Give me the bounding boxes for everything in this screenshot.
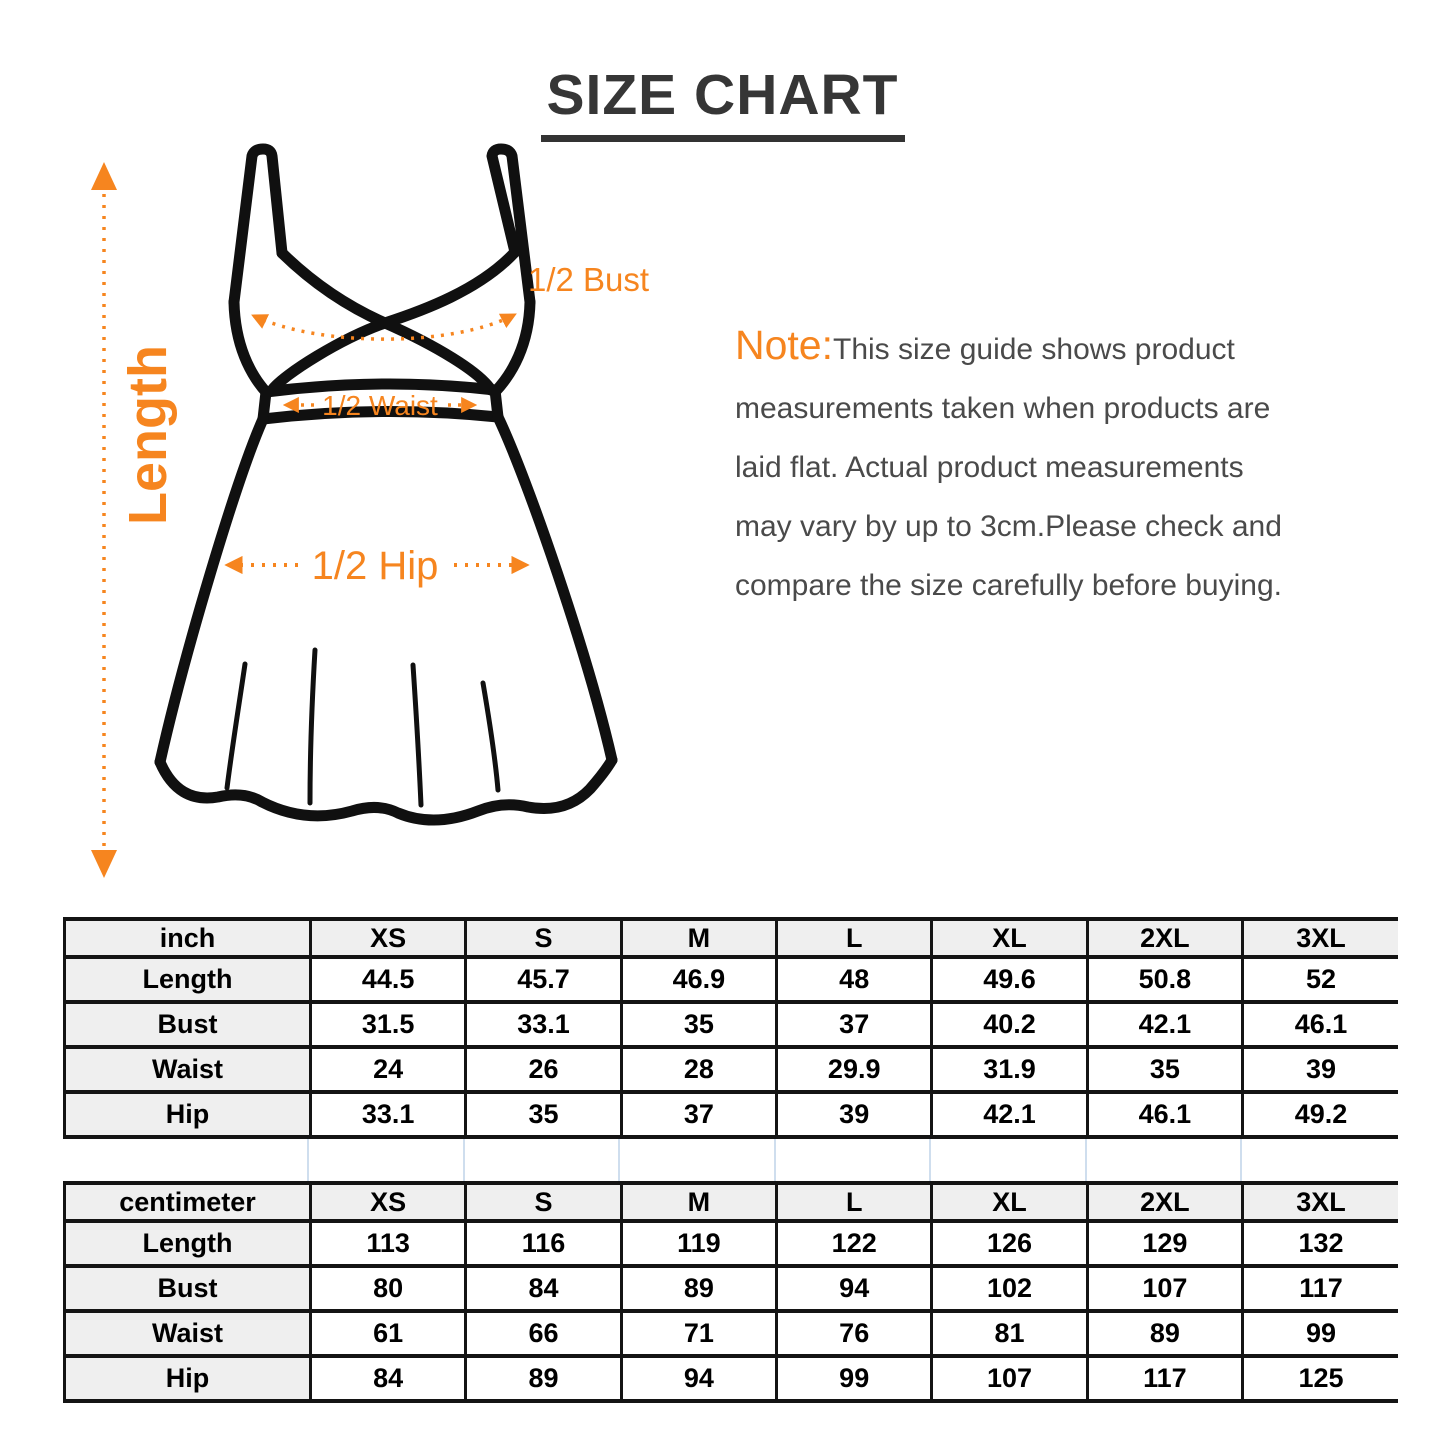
value-cell: 66 xyxy=(466,1311,621,1356)
row-label-cell: Hip xyxy=(65,1092,311,1137)
length-label: Length xyxy=(118,345,178,525)
waist-label: 1/2 Waist xyxy=(322,390,438,421)
value-cell: 48 xyxy=(777,957,932,1002)
value-cell: 89 xyxy=(1087,1311,1242,1356)
value-cell: 71 xyxy=(621,1311,776,1356)
value-cell: 129 xyxy=(1087,1221,1242,1266)
table-header-cell: XL xyxy=(932,919,1087,957)
table-header-cell: 3XL xyxy=(1243,1183,1398,1221)
table-row xyxy=(65,1221,1399,1266)
value-cell: 24 xyxy=(311,1047,466,1092)
value-cell: 117 xyxy=(1087,1356,1242,1401)
value-cell: 35 xyxy=(466,1092,621,1137)
note-text: This size guide shows product xyxy=(833,333,1235,366)
value-cell: 44.5 xyxy=(311,957,466,1002)
table-header-row xyxy=(65,1183,1399,1221)
value-cell: 99 xyxy=(1243,1311,1398,1356)
value-cell: 84 xyxy=(466,1266,621,1311)
row-label-cell: Length xyxy=(65,1221,311,1266)
row-label-cell: Waist xyxy=(65,1311,311,1356)
value-cell: 49.2 xyxy=(1243,1092,1398,1137)
size-tables xyxy=(63,917,1398,1403)
dress-measurement-diagram xyxy=(60,140,720,920)
table-header-cell: centimeter xyxy=(65,1183,311,1221)
value-cell: 37 xyxy=(777,1002,932,1047)
table-header-cell: 2XL xyxy=(1087,1183,1242,1221)
table-header-cell: S xyxy=(466,919,621,957)
value-cell: 94 xyxy=(621,1356,776,1401)
value-cell: 117 xyxy=(1243,1266,1398,1311)
note-line xyxy=(735,316,1440,379)
table-header-cell: 3XL xyxy=(1243,919,1398,957)
note-label: Note: xyxy=(735,322,833,368)
table-gap-row xyxy=(63,1139,1398,1181)
note-line: compare the size carefully before buying. xyxy=(735,569,1282,602)
table-header-cell: M xyxy=(621,1183,776,1221)
value-cell: 61 xyxy=(311,1311,466,1356)
table-row xyxy=(65,1311,1399,1356)
hip-label: 1/2 Hip xyxy=(311,544,439,588)
value-cell: 132 xyxy=(1243,1221,1398,1266)
table-header-cell: XS xyxy=(311,919,466,957)
row-label-cell: Hip xyxy=(65,1356,311,1401)
table-header-cell: XS xyxy=(311,1183,466,1221)
value-cell: 122 xyxy=(777,1221,932,1266)
table-row xyxy=(65,1356,1399,1401)
size-table-centimeter xyxy=(63,1181,1398,1403)
value-cell: 42.1 xyxy=(932,1092,1087,1137)
value-cell: 80 xyxy=(311,1266,466,1311)
row-label-cell: Bust xyxy=(65,1266,311,1311)
value-cell: 45.7 xyxy=(466,957,621,1002)
value-cell: 50.8 xyxy=(1087,957,1242,1002)
table-row xyxy=(65,1266,1399,1311)
value-cell: 99 xyxy=(777,1356,932,1401)
value-cell: 31.9 xyxy=(932,1047,1087,1092)
value-cell: 35 xyxy=(1087,1047,1242,1092)
value-cell: 81 xyxy=(932,1311,1087,1356)
row-label-cell: Waist xyxy=(65,1047,311,1092)
value-cell: 28 xyxy=(621,1047,776,1092)
value-cell: 126 xyxy=(932,1221,1087,1266)
size-table-inch xyxy=(63,917,1398,1139)
page-title-wrap xyxy=(0,62,1445,142)
value-cell: 76 xyxy=(777,1311,932,1356)
note-line: laid flat. Actual product measurements xyxy=(735,451,1244,484)
value-cell: 26 xyxy=(466,1047,621,1092)
table-header-cell: inch xyxy=(65,919,311,957)
row-label-cell: Length xyxy=(65,957,311,1002)
value-cell: 37 xyxy=(621,1092,776,1137)
note-line: measurements taken when products are xyxy=(735,392,1271,425)
table-header-cell: XL xyxy=(932,1183,1087,1221)
value-cell: 46.9 xyxy=(621,957,776,1002)
table-header-cell: M xyxy=(621,919,776,957)
value-cell: 29.9 xyxy=(777,1047,932,1092)
value-cell: 40.2 xyxy=(932,1002,1087,1047)
value-cell: 107 xyxy=(932,1356,1087,1401)
table-header-cell: 2XL xyxy=(1087,919,1242,957)
dress-outline xyxy=(160,149,612,820)
table-row xyxy=(65,1002,1399,1047)
value-cell: 39 xyxy=(1243,1047,1398,1092)
table-row xyxy=(65,957,1399,1002)
table-header-cell: S xyxy=(466,1183,621,1221)
table-row xyxy=(65,1092,1399,1137)
value-cell: 46.1 xyxy=(1087,1092,1242,1137)
value-cell: 33.1 xyxy=(466,1002,621,1047)
value-cell: 31.5 xyxy=(311,1002,466,1047)
table-header-cell: L xyxy=(777,919,932,957)
value-cell: 49.6 xyxy=(932,957,1087,1002)
value-cell: 116 xyxy=(466,1221,621,1266)
value-cell: 119 xyxy=(621,1221,776,1266)
value-cell: 113 xyxy=(311,1221,466,1266)
value-cell: 89 xyxy=(466,1356,621,1401)
value-cell: 46.1 xyxy=(1243,1002,1398,1047)
table-header-cell: L xyxy=(777,1183,932,1221)
table-header-row xyxy=(65,919,1399,957)
value-cell: 89 xyxy=(621,1266,776,1311)
value-cell: 94 xyxy=(777,1266,932,1311)
bust-label: 1/2 Bust xyxy=(528,261,650,298)
value-cell: 42.1 xyxy=(1087,1002,1242,1047)
page-title: SIZE CHART xyxy=(541,62,905,142)
skirt-pleats xyxy=(227,650,498,805)
length-arrow xyxy=(91,162,117,878)
value-cell: 52 xyxy=(1243,957,1398,1002)
table-row xyxy=(65,1047,1399,1092)
value-cell: 102 xyxy=(932,1266,1087,1311)
value-cell: 84 xyxy=(311,1356,466,1401)
note-line: may vary by up to 3cm.Please check and xyxy=(735,510,1282,543)
value-cell: 39 xyxy=(777,1092,932,1137)
value-cell: 107 xyxy=(1087,1266,1242,1311)
value-cell: 35 xyxy=(621,1002,776,1047)
row-label-cell: Bust xyxy=(65,1002,311,1047)
value-cell: 125 xyxy=(1243,1356,1398,1401)
value-cell: 33.1 xyxy=(311,1092,466,1137)
note xyxy=(735,316,1440,615)
